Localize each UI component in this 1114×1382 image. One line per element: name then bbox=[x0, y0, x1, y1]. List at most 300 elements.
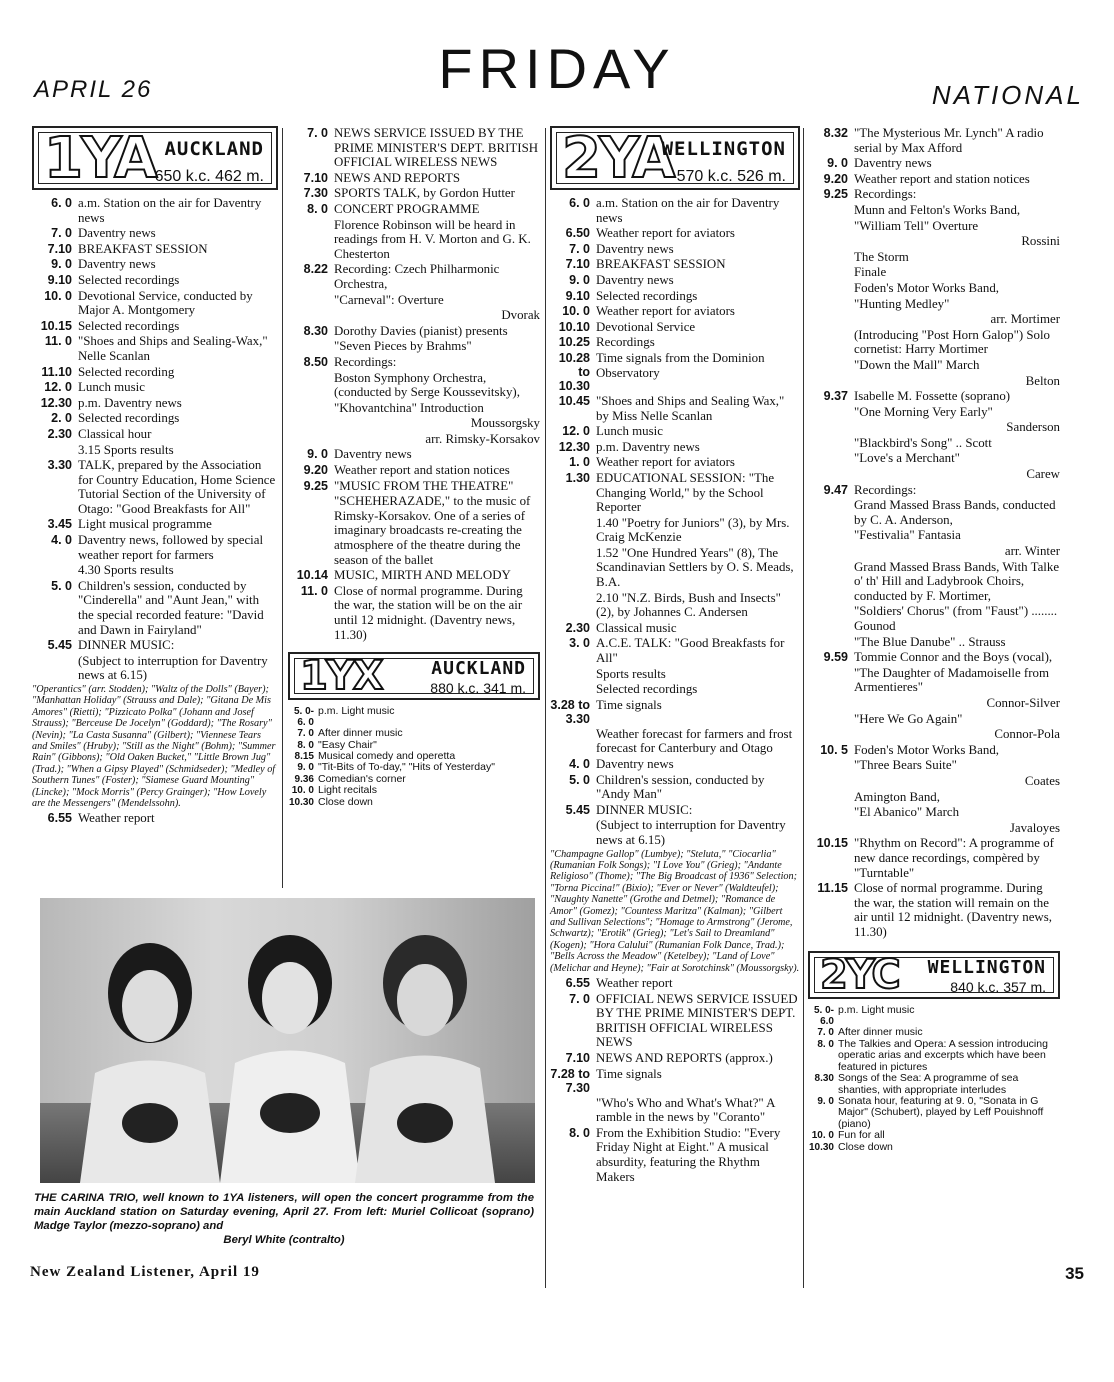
row-time: 10. 0 bbox=[562, 304, 590, 319]
row-text: Daventry news bbox=[596, 757, 674, 771]
schedule-row bbox=[808, 604, 1060, 633]
row-time bbox=[550, 667, 596, 682]
row-text: p.m. Light music bbox=[318, 705, 395, 718]
row-time: 7.10 bbox=[565, 1051, 590, 1065]
schedule-row: 6.55 Weather report bbox=[47, 811, 155, 826]
row-time bbox=[808, 405, 854, 420]
schedule-row bbox=[808, 265, 1060, 280]
row-text: "Soldiers' Chorus" (from "Faust") ........ Gounod bbox=[854, 604, 1058, 633]
row-time: 8.15 bbox=[294, 751, 314, 762]
row-time: 4. 0 bbox=[51, 533, 72, 548]
row-time: 7. 0 bbox=[51, 226, 72, 241]
schedule-row bbox=[808, 1130, 1060, 1141]
row-text: "Shoes and Ships and Sealing-Wax," Nelle Scanlan bbox=[78, 334, 268, 363]
row-text: Weather report bbox=[596, 976, 673, 991]
row-text: MUSIC, MIRTH AND MELODY bbox=[334, 568, 511, 583]
schedule-row bbox=[808, 560, 1060, 604]
row-text: Sonata hour, featuring at 9. 0, "Sonata in G Major" (Schubert), played by Leff Pouishnoff (piano) bbox=[838, 1094, 1044, 1130]
row-time bbox=[288, 218, 334, 262]
row-text: Recordings bbox=[596, 335, 655, 350]
row-time: 9.10 bbox=[47, 272, 72, 287]
schedule-row bbox=[32, 579, 278, 637]
row-text: Foden's Motor Works Band, bbox=[854, 280, 999, 295]
schedule-1ya-evening bbox=[288, 126, 540, 808]
row-text: After dinner music bbox=[838, 1026, 923, 1039]
row-text: p.m. Daventry news bbox=[78, 395, 182, 410]
row-text: Rossini bbox=[1021, 234, 1060, 249]
schedule-row bbox=[550, 591, 800, 620]
row-time: 9.59 bbox=[823, 650, 848, 665]
row-text: Lunch music bbox=[596, 424, 663, 439]
row-time bbox=[808, 358, 854, 373]
row-time bbox=[808, 451, 854, 466]
schedule-row bbox=[32, 638, 278, 653]
row-text: BREAKFAST SESSION bbox=[78, 241, 208, 256]
row-time bbox=[808, 712, 854, 727]
row-time bbox=[808, 436, 854, 451]
singer-middle bbox=[220, 935, 360, 1183]
schedule-row bbox=[808, 420, 1060, 435]
row-time: 5.45 bbox=[47, 638, 72, 653]
schedule-row bbox=[32, 427, 278, 442]
row-time: 1. 0 bbox=[569, 455, 590, 470]
row-text: Weather report and station notices bbox=[854, 171, 1030, 186]
schedule-row bbox=[550, 546, 800, 590]
schedule-row bbox=[808, 1073, 1060, 1096]
schedule-row bbox=[550, 667, 800, 682]
station-frequency: 840 k.c. 357 m. bbox=[950, 979, 1046, 996]
row-time bbox=[550, 591, 596, 620]
row-text: Recordings: bbox=[854, 187, 917, 202]
row-time bbox=[32, 443, 78, 458]
row-time: 7. 0 bbox=[817, 1027, 834, 1039]
schedule-row bbox=[288, 126, 540, 170]
row-time: 7.10 bbox=[47, 241, 72, 256]
row-time: 11. 0 bbox=[300, 583, 328, 598]
schedule-row bbox=[808, 1005, 1060, 1027]
schedule-row bbox=[808, 790, 1060, 805]
row-text: NEWS AND REPORTS bbox=[334, 170, 460, 185]
row-time: 12. 0 bbox=[562, 424, 590, 439]
row-text: After dinner music bbox=[318, 727, 403, 740]
row-text: "Easy Chair" bbox=[318, 738, 377, 751]
schedule-row bbox=[550, 727, 800, 756]
row-time: 8.22 bbox=[303, 262, 328, 277]
row-text: 2.10 "N.Z. Birds, Bush and Insects" (2), by Johannes C. Andersen bbox=[596, 590, 781, 620]
row-text: Grand Massed Brass Bands, With Talke o' th' Hill and Ladybrook Choirs, conducted by F. Mortimer, bbox=[854, 559, 1060, 603]
row-text: EDUCATIONAL SESSION: "The Changing World," by the School Reporter bbox=[596, 470, 775, 515]
row-time: 10. 0 bbox=[44, 288, 72, 303]
schedule-row bbox=[550, 440, 800, 455]
row-text: SPORTS TALK, by Gordon Hutter bbox=[334, 186, 515, 201]
schedule-row bbox=[32, 443, 278, 458]
schedule-row bbox=[808, 881, 1060, 939]
row-time bbox=[808, 250, 854, 265]
photo-caption: THE CARINA TRIO, well known to 1YA listeners, will open the concert programme from the main Auckland station on Saturday evening, April 27. From left: Muriel Collicoat (soprano) Madge Taylor (mezzo-soprano) and Beryl White (contralto) bbox=[34, 1192, 534, 1246]
row-text: Daventry news bbox=[78, 257, 156, 272]
row-text: 1.52 "One Hundred Years" (8), The Scandinavian Settlers by O. S. Meads, B.A. bbox=[596, 545, 794, 590]
schedule-row bbox=[808, 758, 1060, 773]
row-text: "Shoes and Ships and Sealing Wax," by Miss Nelle Scanlan bbox=[596, 393, 785, 423]
row-text: Close of normal programme. During the war, the station will remain on the air until 12 midnight. (Daventry news, 11.30) bbox=[854, 881, 1052, 939]
schedule-row bbox=[550, 818, 800, 847]
schedule-row bbox=[32, 319, 278, 334]
row-time: 9.25 bbox=[303, 478, 328, 493]
row-text: a.m. Station on the air for Daventry news bbox=[596, 196, 780, 225]
row-text: Connor-Silver bbox=[986, 695, 1060, 710]
schedule-row bbox=[550, 621, 800, 636]
schedule-row bbox=[288, 293, 540, 308]
row-text: Time signals bbox=[596, 1066, 662, 1081]
row-time bbox=[288, 339, 334, 354]
schedule-row bbox=[550, 226, 800, 241]
schedule-row bbox=[550, 1051, 800, 1066]
schedule-row bbox=[808, 297, 1060, 312]
row-text: DINNER MUSIC: bbox=[596, 802, 693, 817]
row-time: 3.45 bbox=[47, 517, 72, 532]
schedule-row bbox=[808, 281, 1060, 296]
row-text: Connor-Pola bbox=[994, 727, 1060, 742]
row-time: 6.50 bbox=[565, 226, 590, 241]
row-time bbox=[808, 420, 854, 435]
station-city: AUCKLAND bbox=[431, 658, 526, 680]
schedule-row bbox=[808, 805, 1060, 820]
row-text: Weather report for aviators bbox=[596, 455, 735, 470]
schedule-row bbox=[550, 257, 800, 272]
row-text: "Khovantchina" Introduction bbox=[334, 400, 484, 415]
row-text: Selected recordings bbox=[78, 318, 180, 333]
schedule-row bbox=[550, 803, 800, 818]
row-text: Sports results bbox=[596, 666, 666, 681]
schedule-row bbox=[288, 416, 540, 431]
station-logo-2ya bbox=[550, 126, 800, 190]
row-time: 10.14 bbox=[296, 568, 328, 583]
schedule-row bbox=[288, 706, 540, 728]
schedule-row bbox=[550, 304, 800, 319]
row-time bbox=[808, 234, 854, 249]
row-text: Close down bbox=[318, 795, 373, 808]
row-text: Weather report and station notices bbox=[334, 463, 510, 478]
schedule-row bbox=[288, 494, 540, 567]
schedule-row bbox=[808, 774, 1060, 789]
schedule-1ya bbox=[32, 126, 278, 827]
row-text: Amington Band, bbox=[854, 789, 940, 804]
schedule-row bbox=[288, 797, 540, 808]
row-time bbox=[550, 1096, 596, 1125]
row-time: 10. 5 bbox=[820, 742, 848, 757]
row-time: 8. 0 bbox=[817, 1038, 834, 1050]
row-time: 4. 0 bbox=[569, 757, 590, 771]
schedule-row bbox=[288, 401, 540, 416]
row-time: 8.50 bbox=[303, 354, 328, 369]
schedule-row bbox=[808, 203, 1060, 218]
row-time bbox=[808, 696, 854, 711]
row-text: Lunch music bbox=[78, 380, 145, 395]
row-time: 6. 0 bbox=[51, 196, 72, 210]
row-time: 10. 0 bbox=[811, 1130, 834, 1142]
schedule-row bbox=[288, 479, 540, 494]
row-time: 10.28 to 10.30 bbox=[558, 350, 590, 393]
row-time bbox=[288, 401, 334, 416]
schedule-row bbox=[32, 196, 278, 225]
row-text: Javaloyes bbox=[1009, 820, 1060, 835]
row-time: 10.45 bbox=[558, 393, 590, 408]
row-time: 7.10 bbox=[303, 170, 328, 185]
schedule-row bbox=[32, 226, 278, 241]
row-text: "Love's a Merchant" bbox=[854, 451, 960, 466]
row-text: Dorothy Davies (pianist) presents bbox=[334, 323, 508, 338]
schedule-row bbox=[550, 516, 800, 545]
schedule-row bbox=[808, 358, 1060, 373]
station-city: WELLINGTON bbox=[661, 138, 786, 160]
schedule-row bbox=[32, 257, 278, 272]
row-text: TALK, prepared by the Association for Country Education, Home Science Tutorial Section of the University of Otago: "Good Breakfasts for All" bbox=[78, 458, 276, 516]
schedule-row bbox=[808, 312, 1060, 327]
row-text: p.m. Daventry news bbox=[596, 439, 700, 454]
schedule-row bbox=[32, 273, 278, 288]
row-text: Dvorak bbox=[501, 308, 540, 323]
row-text: Daventry news, followed by special weather report for farmers bbox=[78, 533, 264, 562]
schedule-row bbox=[32, 411, 278, 426]
station-city: WELLINGTON bbox=[927, 957, 1046, 979]
schedule-row bbox=[550, 273, 800, 288]
row-time: 10.15 bbox=[816, 836, 848, 851]
row-text: Foden's Motor Works Band, bbox=[854, 742, 999, 757]
row-text: Recordings: bbox=[334, 354, 397, 369]
schedule-row bbox=[808, 234, 1060, 249]
row-time: 2.30 bbox=[47, 426, 72, 441]
row-text: "SCHEHERAZADE," to the music of Rimsky-Korsakov. One of a series of imaginary broadcasts re-creating the atmosphere of the theatre during the season of the ballet bbox=[334, 494, 531, 567]
row-text: "Here We Go Again" bbox=[854, 711, 963, 726]
schedule-row bbox=[32, 289, 278, 318]
schedule-row bbox=[808, 1039, 1060, 1073]
row-text: Devotional Service, conducted by Major A. Montgomery bbox=[78, 288, 253, 318]
row-time bbox=[808, 498, 854, 527]
row-text: Classical music bbox=[596, 620, 677, 635]
row-time: 9.25 bbox=[823, 187, 848, 202]
schedule-row bbox=[288, 324, 540, 339]
row-text: (Subject to interruption for Daventry news at 6.15) bbox=[78, 653, 268, 683]
row-time bbox=[288, 416, 334, 431]
row-time: 9.37 bbox=[823, 389, 848, 404]
schedule-row bbox=[32, 517, 278, 532]
schedule-row bbox=[808, 1142, 1060, 1153]
schedule-row bbox=[808, 219, 1060, 234]
row-text: Songs of the Sea: A programme of sea shanties, with appropriate interludes bbox=[838, 1072, 1019, 1096]
station-city: AUCKLAND bbox=[164, 138, 264, 160]
row-time: 12.30 bbox=[558, 439, 590, 454]
row-text: (Subject to interruption for Daventry news at 6.15) bbox=[596, 818, 786, 847]
row-text: CONCERT PROGRAMME bbox=[334, 201, 480, 216]
row-time: 12.30 bbox=[40, 395, 72, 410]
schedule-row bbox=[808, 187, 1060, 202]
schedule-row bbox=[808, 328, 1060, 357]
schedule-row bbox=[288, 339, 540, 354]
schedule-row bbox=[808, 405, 1060, 420]
row-text: Finale bbox=[854, 265, 887, 280]
row-time: 8. 0 bbox=[297, 739, 314, 751]
schedule-row bbox=[808, 156, 1060, 171]
row-text: Daventry news bbox=[334, 447, 412, 462]
row-time bbox=[550, 682, 596, 697]
row-text: Selected recordings bbox=[78, 272, 180, 287]
row-text: a.m. Station on the air for Daventry news bbox=[78, 196, 262, 225]
schedule-row bbox=[808, 544, 1060, 559]
row-time: 1.30 bbox=[565, 470, 590, 485]
station-logo-2yc bbox=[808, 951, 1060, 999]
row-text: From the Exhibition Studio: "Every Friday Night at Eight." A musical absurdity, featuring the Rhythm Makers bbox=[596, 1125, 781, 1184]
row-text: Classical hour bbox=[78, 426, 152, 441]
schedule-row bbox=[32, 458, 278, 516]
row-text: Weather forecast for farmers and frost forecast for Canterbury and Otago bbox=[596, 726, 793, 756]
schedule-row bbox=[550, 682, 800, 697]
schedule-row bbox=[808, 635, 1060, 650]
row-time bbox=[808, 528, 854, 543]
row-text: Moussorgsky bbox=[470, 416, 540, 431]
row-text: A.C.E. TALK: "Good Breakfasts for All" bbox=[596, 636, 785, 666]
row-text: Selected recordings bbox=[78, 411, 180, 426]
schedule-row bbox=[288, 202, 540, 217]
row-time: 10.30 bbox=[288, 796, 314, 808]
schedule-row bbox=[288, 584, 540, 642]
row-text: Selected recording bbox=[78, 364, 175, 379]
row-time: 7. 0 bbox=[307, 126, 328, 140]
schedule-row bbox=[550, 698, 800, 726]
row-text: p.m. Light music bbox=[838, 1004, 915, 1017]
row-text: Weather report for aviators bbox=[596, 226, 735, 241]
row-text: "El Abanico" March bbox=[854, 805, 960, 820]
row-text: Belton bbox=[1025, 373, 1060, 388]
row-time bbox=[808, 219, 854, 234]
schedule-row bbox=[808, 483, 1060, 498]
row-text: arr. Rimsky-Korsakov bbox=[425, 431, 540, 446]
station-call-sign: 2YC bbox=[820, 952, 899, 999]
row-text: Light recitals bbox=[318, 784, 377, 797]
row-text: arr. Winter bbox=[1004, 544, 1060, 559]
row-time bbox=[808, 805, 854, 820]
row-time: 9. 0 bbox=[51, 257, 72, 272]
row-text: "The Daughter of Madamoiselle from Armentieres" bbox=[854, 665, 1049, 695]
row-text: Time signals bbox=[596, 697, 662, 712]
schedule-row bbox=[288, 218, 540, 262]
row-time bbox=[288, 494, 334, 567]
schedule-row bbox=[550, 757, 800, 772]
row-text: Grand Massed Brass Bands, conducted by C. A. Anderson, bbox=[854, 498, 1056, 527]
row-text: "One Morning Very Early" bbox=[854, 404, 993, 419]
row-time bbox=[808, 281, 854, 296]
schedule-row bbox=[288, 728, 540, 739]
row-text: Recording: Czech Philharmonic Orchestra, bbox=[334, 262, 500, 291]
schedule-row bbox=[550, 424, 800, 439]
schedule-row bbox=[550, 320, 800, 335]
row-time: 10.10 bbox=[558, 319, 590, 334]
schedule-row bbox=[32, 334, 278, 363]
row-text: Daventry news bbox=[596, 241, 674, 256]
row-text: "Blackbird's Song" .. Scott bbox=[854, 435, 992, 450]
row-time bbox=[808, 560, 854, 604]
schedule-row bbox=[288, 371, 540, 400]
station-frequency: 880 k.c. 341 m. bbox=[430, 680, 526, 697]
header-section: NATIONAL bbox=[931, 80, 1084, 110]
schedule-row bbox=[288, 432, 540, 447]
station-frequency: 570 k.c. 526 m. bbox=[676, 168, 786, 185]
station-call-sign: 1YA bbox=[44, 126, 156, 191]
row-time: 9. 0 bbox=[827, 156, 848, 171]
row-text: DINNER MUSIC: bbox=[78, 638, 175, 653]
carina-trio-photo bbox=[40, 898, 535, 1183]
row-time: 3. 0 bbox=[569, 636, 590, 651]
schedule-row bbox=[808, 821, 1060, 836]
schedule-row bbox=[550, 1067, 800, 1095]
schedule-row bbox=[550, 773, 800, 802]
row-time: 9.10 bbox=[565, 288, 590, 303]
header-date: APRIL 26 bbox=[34, 76, 153, 103]
station-logo-1yx bbox=[288, 652, 540, 700]
row-time: 10.30 bbox=[808, 1141, 834, 1153]
row-time: 11.15 bbox=[817, 881, 848, 896]
row-text: Comedian's corner bbox=[318, 772, 406, 785]
schedule-row bbox=[550, 196, 800, 225]
row-time: 10.15 bbox=[40, 318, 72, 333]
row-time: 5. 0 bbox=[569, 772, 590, 787]
row-text: 3.15 Sports results bbox=[78, 442, 174, 457]
schedule-row bbox=[808, 172, 1060, 187]
station-call-sign: 2YA bbox=[562, 126, 674, 191]
schedule-row bbox=[550, 289, 800, 304]
schedule-row bbox=[32, 563, 278, 578]
page-number: 35 bbox=[1065, 1264, 1084, 1283]
row-text: Devotional Service bbox=[596, 319, 696, 334]
row-text: Children's session, conducted by "Andy Man" bbox=[596, 772, 765, 802]
publication-footer: New Zealand Listener, April 19 bbox=[30, 1264, 260, 1280]
row-time bbox=[288, 308, 334, 323]
row-text: "Down the Mall" March bbox=[854, 357, 980, 372]
schedule-row bbox=[808, 696, 1060, 711]
row-time: 10.25 bbox=[558, 335, 590, 350]
schedule-row bbox=[32, 533, 278, 562]
row-text: Isabelle M. Fossette (soprano) bbox=[854, 389, 1011, 404]
row-time: 7. 0 bbox=[569, 991, 590, 1006]
row-text: Time signals from the Dominion Observatory bbox=[596, 350, 765, 380]
schedule-row bbox=[808, 451, 1060, 466]
row-time bbox=[808, 604, 854, 633]
row-text: Tommie Connor and the Boys (vocal), bbox=[854, 650, 1053, 665]
row-text: "Tit-Bits of To-day," "Hits of Yesterday" bbox=[318, 761, 495, 774]
row-time bbox=[808, 297, 854, 312]
dinner-music-list: "Champagne Gallop" (Lumbye); "Steluta," "Ciocarlia" (Rumanian Folk Songs); "I Love You" (Grieg); "Andante Religioso" (Thome); "The Big Broadcast of 1936" Selection; "Torna Piccina!" (Bixio); "Ever or Never" (Waldteufel); "Naughty Nanette" (Grothe and Detmel); "Romance de Amor" (Gomez); "Countess Maritza" (Kalman); "Gilbert and Sullivan Selections"; "Homage to Armstrong" (Jerome, Schwartz); "Erotik" (Grieg); "Let's Sail to Dreamland" (Kogen); "Hora Calului" (Rumanian Folk Dance, Trad.); "Bells Across the Meadow" (Ketelbey); "Land of Love" (Melichar and Heyne); "Fair at Sorotchinsk" (Moussorgsky). bbox=[550, 848, 800, 974]
row-text: Recordings: bbox=[854, 482, 917, 497]
row-text: Weather report for aviators bbox=[596, 304, 735, 319]
row-text: Florence Robinson will be heard in readings from H. V. Morton and G. K. Chesterton bbox=[334, 217, 531, 261]
row-time bbox=[808, 790, 854, 805]
row-time bbox=[550, 818, 596, 847]
row-time bbox=[550, 516, 596, 545]
schedule-row bbox=[550, 992, 800, 1050]
schedule-row bbox=[808, 727, 1060, 742]
schedule-row bbox=[808, 712, 1060, 727]
row-time bbox=[808, 265, 854, 280]
row-time: 12. 0 bbox=[44, 380, 72, 395]
station-call-sign: 1YX bbox=[300, 653, 382, 700]
row-time: 6.55 bbox=[565, 976, 590, 991]
schedule-row bbox=[808, 389, 1060, 404]
row-time: 8. 0 bbox=[569, 1125, 590, 1140]
row-time: 6. 0 bbox=[569, 196, 590, 210]
row-text: Children's session, conducted by "Cinderella" and "Aunt Jean," with the special recorded feature: "David and Dawn in Fairyland" bbox=[78, 578, 264, 637]
schedule-row bbox=[550, 1096, 800, 1125]
row-time: 7.28 to 7.30 bbox=[550, 1066, 590, 1095]
row-text: "Festivalia" Fantasia bbox=[854, 528, 961, 543]
